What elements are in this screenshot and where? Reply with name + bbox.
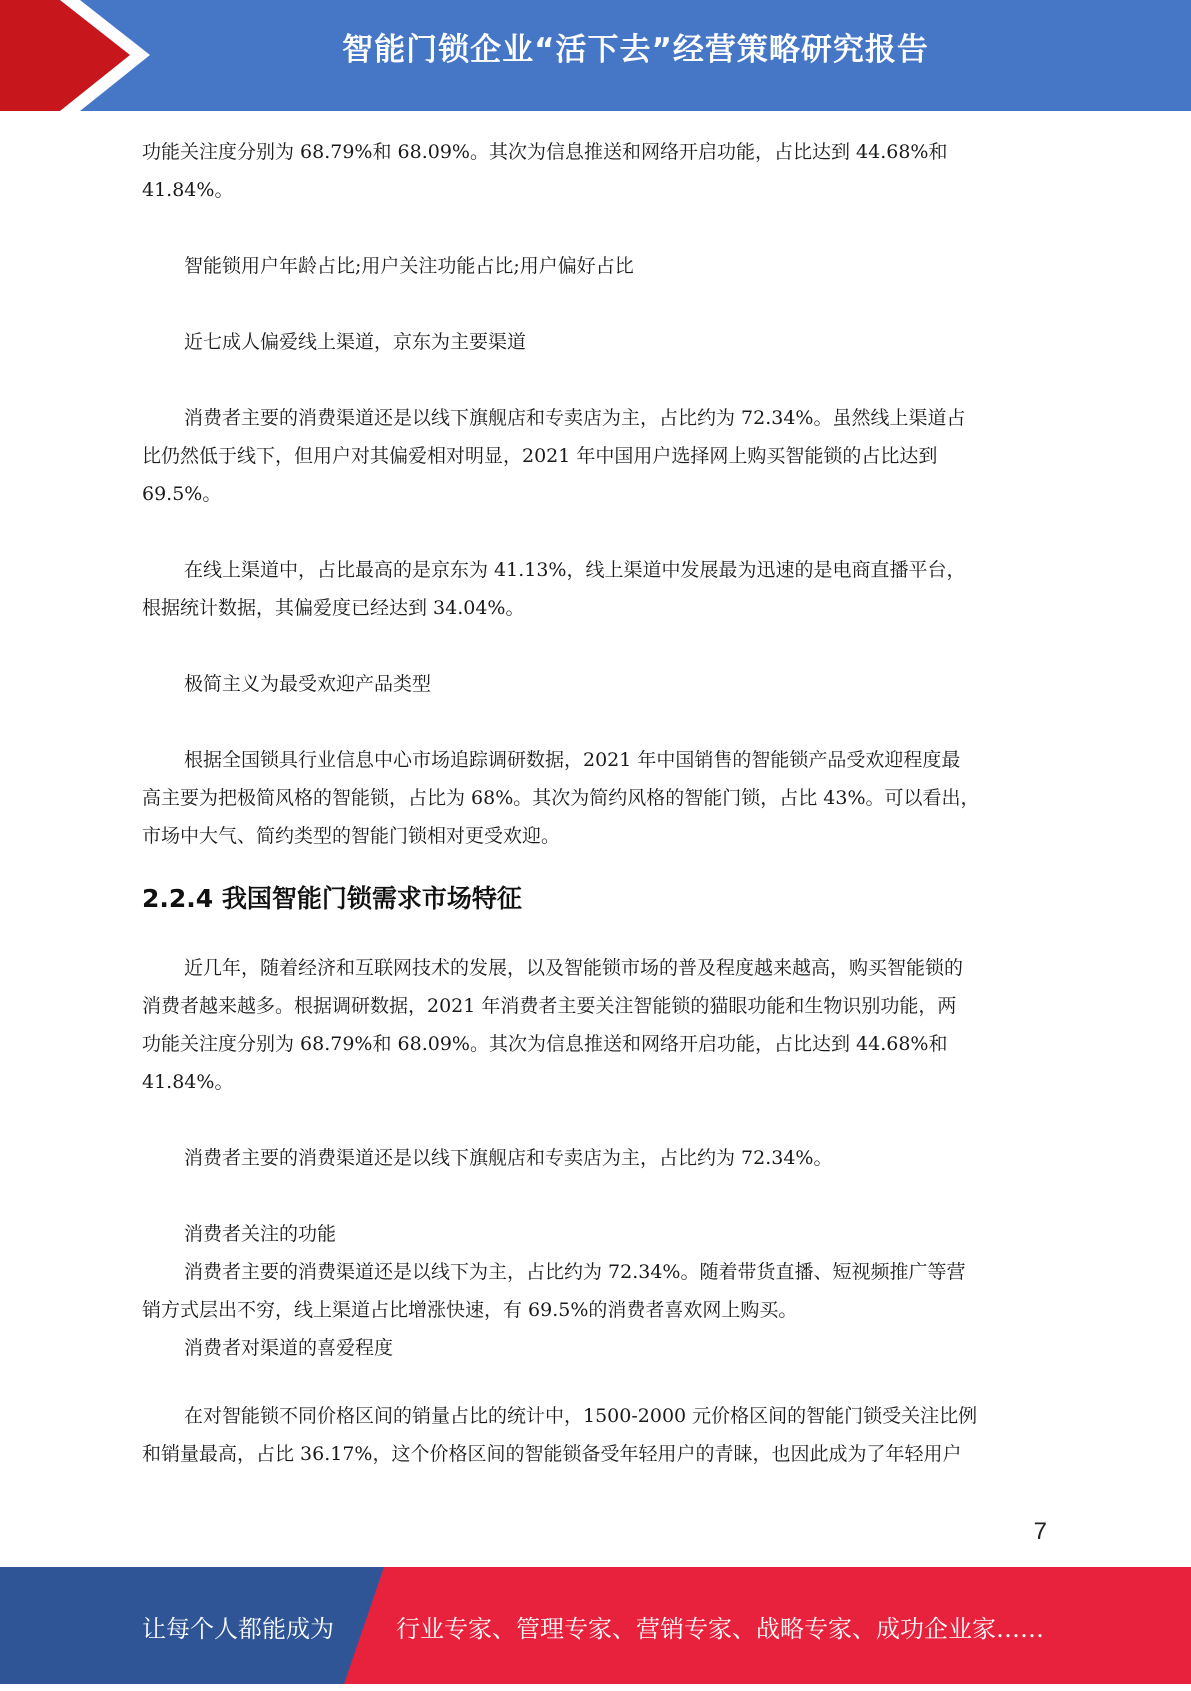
paragraph-line: 功能关注度分别为 68.79%和 68.09%。其次为信息推送和网络开启功能，占比达到 44.68%和 xyxy=(142,1033,948,1055)
paragraph-line: 近几年，随着经济和互联网技术的发展，以及智能锁市场的普及程度越来越高，购买智能锁的 xyxy=(184,957,964,979)
paragraph-line: 根据全国锁具行业信息中心市场追踪调研数据，2021 年中国销售的智能锁产品受欢迎程度最 xyxy=(184,749,961,771)
figure-caption: 消费者对渠道的喜爱程度 xyxy=(184,1337,394,1359)
header-arrow-graphic xyxy=(0,0,160,111)
document-body xyxy=(142,133,1042,1473)
paragraph-line: 在对智能锁不同价格区间的销量占比的统计中，1500-2000 元价格区间的智能门锁受关注比例 xyxy=(184,1405,978,1427)
report-title: 智能门锁企业“活下去”经营策略研究报告 xyxy=(342,32,929,68)
footer-slogan: 让每个人都能成为 xyxy=(142,1615,334,1643)
figure-caption: 智能锁用户年龄占比;用户关注功能占比;用户偏好占比 xyxy=(184,255,634,277)
paragraph-line: 41.84%。 xyxy=(142,1071,234,1093)
figure-caption: 消费者关注的功能 xyxy=(184,1223,337,1245)
section-heading: 2.2.4 我国智能门锁需求市场特征 xyxy=(142,884,522,913)
paragraph-line: 消费者越来越多。根据调研数据，2021 年消费者主要关注智能锁的猫眼功能和生物识别功能，两 xyxy=(142,995,957,1017)
page-header xyxy=(0,0,1191,111)
subheading: 近七成人偏爱线上渠道，京东为主要渠道 xyxy=(184,331,527,353)
subheading: 极简主义为最受欢迎产品类型 xyxy=(184,673,432,695)
paragraph-line: 69.5%。 xyxy=(142,483,222,505)
paragraph-line: 消费者主要的消费渠道还是以线下旗舰店和专卖店为主，占比约为 72.34%。虽然线上渠道占 xyxy=(184,407,966,429)
paragraph-line: 41.84%。 xyxy=(142,179,234,201)
paragraph-line: 根据统计数据，其偏爱度已经达到 34.04%。 xyxy=(142,597,525,619)
page-number: 7 xyxy=(1033,1518,1047,1545)
paragraph-line: 高主要为把极简风格的智能锁，占比为 68%。其次为简约风格的智能门锁，占比 43%。可以看出， xyxy=(142,787,980,809)
page-footer xyxy=(0,1567,1191,1684)
paragraph-line: 和销量最高，占比 36.17%，这个价格区间的智能锁备受年轻用户的青睐，也因此成为了年轻用户 xyxy=(142,1443,962,1465)
paragraph-line: 销方式层出不穷，线上渠道占比增涨快速，有 69.5%的消费者喜欢网上购买。 xyxy=(142,1299,798,1321)
paragraph-line: 消费者主要的消费渠道还是以线下旗舰店和专卖店为主，占比约为 72.34%。 xyxy=(184,1147,833,1169)
footer-roles: 行业专家、管理专家、营销专家、战略专家、成功企业家…… xyxy=(396,1615,1044,1643)
paragraph-line: 比仍然低于线下，但用户对其偏爱相对明显，2021 年中国用户选择网上购买智能锁的占比达到 xyxy=(142,445,938,467)
paragraph-line: 市场中大气、简约类型的智能门锁相对更受欢迎。 xyxy=(142,825,561,847)
paragraph-line: 消费者主要的消费渠道还是以线下为主，占比约为 72.34%。随着带货直播、短视频推广等营 xyxy=(184,1261,966,1283)
paragraph-line: 功能关注度分别为 68.79%和 68.09%。其次为信息推送和网络开启功能，占比达到 44.68%和 xyxy=(142,141,948,163)
paragraph-line: 在线上渠道中，占比最高的是京东为 41.13%，线上渠道中发展最为迅速的是电商直播平台， xyxy=(184,559,966,581)
